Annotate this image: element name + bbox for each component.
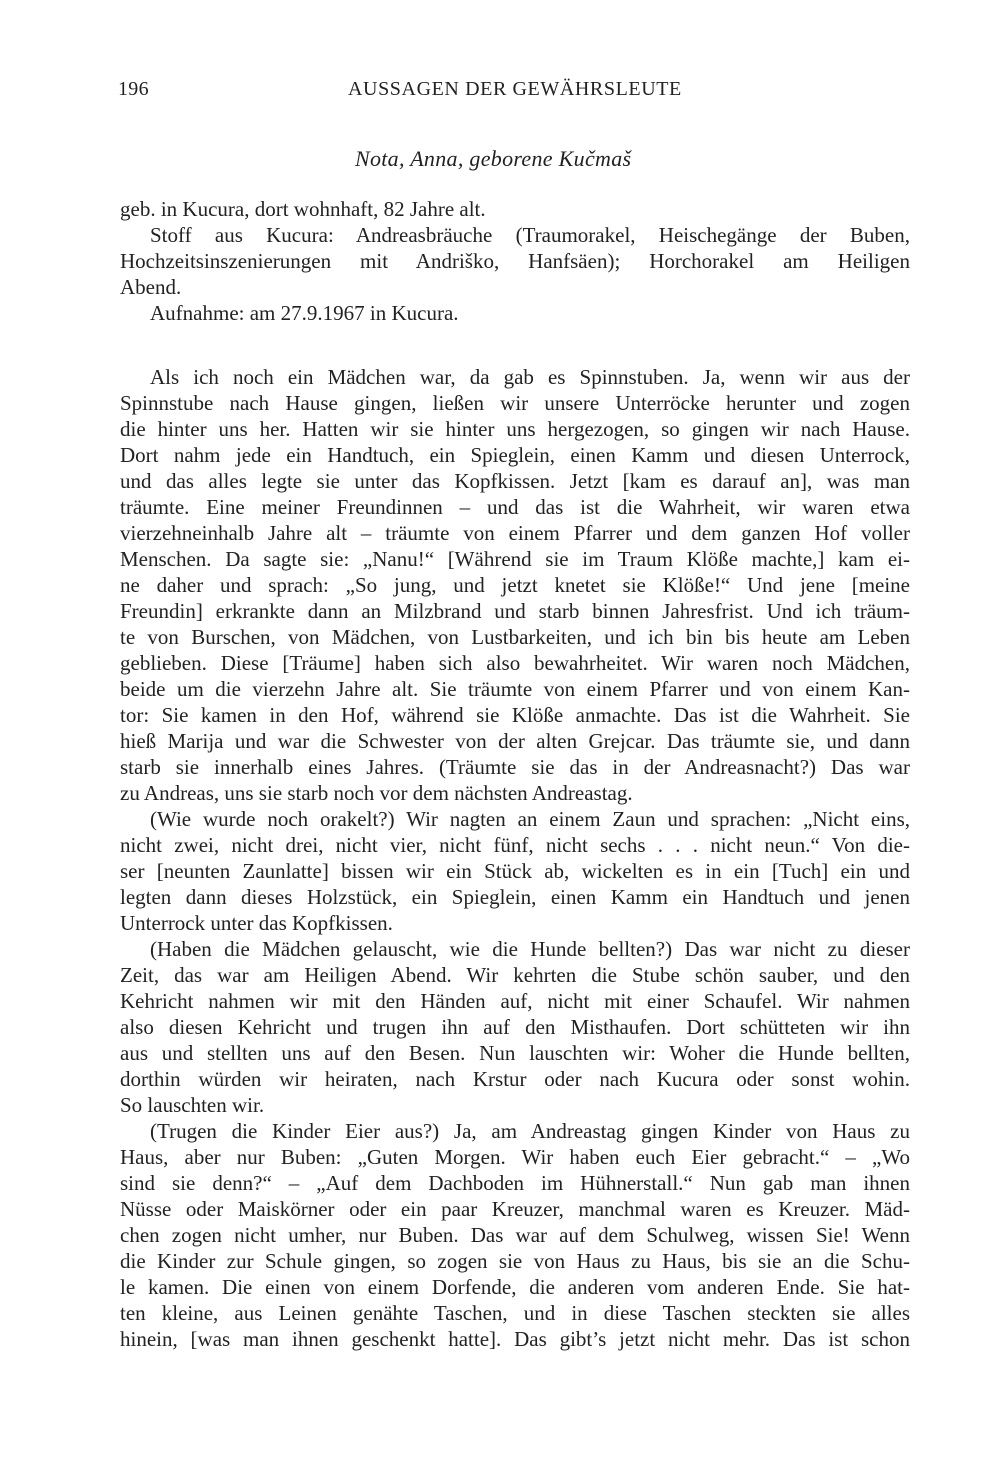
text-line: le kamen. Die einen von einem Dorfende, die anderen vom anderen Ende. Sie hat- (120, 1275, 910, 1299)
informant-title: Nota, Anna, geborene Kučmaš (355, 146, 632, 171)
text-line: träumte. Eine meiner Freundinnen – und das ist die Wahrheit, wir waren etwa (120, 495, 910, 519)
page-header (118, 78, 905, 108)
text-line: Dort nahm jede ein Handtuch, ein Spieglein, einen Kamm und diesen Unterrock, (120, 443, 910, 467)
text-line: chen zogen nicht umher, nur Buben. Das war auf dem Schulweg, wissen Sie! Wenn (120, 1223, 910, 1247)
running-head: AUSSAGEN DER GEWÄHRSLEUTE (348, 78, 682, 100)
text-line: aus und stellten uns auf den Besen. Nun lauschten wir: Woher die Hunde bellten, (120, 1041, 910, 1065)
text-line: Kehricht nahmen wir mit den Händen auf, nicht mit einer Schaufel. Wir nahmen (120, 989, 910, 1013)
text-line: und das alles legte sie unter das Kopfkissen. Jetzt [kam es darauf an], was man (120, 469, 910, 493)
text-line: die Kinder zur Schule gingen, so zogen sie von Haus zu Haus, bis sie an die Schu- (120, 1249, 910, 1273)
text-line: vierzehneinhalb Jahre alt – träumte von einem Pfarrer und dem ganzen Hof voller (120, 521, 910, 545)
text-line: ser [neunten Zaunlatte] bissen wir ein Stück ab, wickelten es in ein [Tuch] ein und (120, 859, 910, 883)
text-line: dorthin würden wir heiraten, nach Krstur oder nach Kucura oder sonst wohin. (120, 1067, 910, 1091)
page-number: 196 (118, 78, 149, 100)
text-line: sind sie denn?“ – „Auf dem Dachboden im Hühnerstall.“ Nun gab man ihnen (120, 1171, 910, 1195)
text-line: Menschen. Da sagte sie: „Nanu!“ [Während sie im Traum Klöße machte,] kam ei- (120, 547, 910, 571)
text-line: die hinter uns her. Hatten wir sie hinter uns hergezogen, so gingen wir nach Hause. (120, 417, 910, 441)
text-line: Als ich noch ein Mädchen war, da gab es Spinnstuben. Ja, wenn wir aus der (150, 365, 910, 389)
meta-line: Stoff aus Kucura: Andreasbräuche (Traumorakel, Heischegänge der Buben, (150, 223, 910, 247)
text-line: Haus, aber nur Buben: „Guten Morgen. Wir haben euch Eier gebracht.“ – „Wo (120, 1145, 910, 1169)
text-line: geblieben. Diese [Träume] haben sich also bewahrheitet. Wir waren noch Mädchen, (120, 651, 910, 675)
text-line: (Haben die Mädchen gelauscht, wie die Hunde bellten?) Das war nicht zu dieser (150, 937, 910, 961)
text-line: Zeit, das war am Heiligen Abend. Wir kehrten die Stube schön sauber, und den (120, 963, 910, 987)
text-line: Spinnstube nach Hause gingen, ließen wir unsere Unterröcke herunter und zogen (120, 391, 910, 415)
text-line: So lauschten wir. (120, 1093, 265, 1117)
meta-line: Aufnahme: am 27.9.1967 in Kucura. (150, 301, 459, 325)
text-line: legten dann dieses Holzstück, ein Spieglein, einen Kamm ein Handtuch und jenen (120, 885, 910, 909)
text-line: hieß Marija und war die Schwester von der alten Grejcar. Das träumte sie, und dann (120, 729, 910, 753)
meta-line: Hochzeitsinszenierungen mit Andriško, Hanfsäen); Horchorakel am Heiligen (120, 249, 910, 273)
text-line: nicht zwei, nicht drei, nicht vier, nicht fünf, nicht sechs . . . nicht neun.“ Von die- (120, 833, 910, 857)
text-line: starb sie innerhalb eines Jahres. (Träumte sie das in der Andreasnacht?) Das war (120, 755, 910, 779)
text-line: (Wie wurde noch orakelt?) Wir nagten an einem Zaun und sprachen: „Nicht eins, (150, 807, 910, 831)
text-line: te von Burschen, von Mädchen, von Lustbarkeiten, und ich bin bis heute am Leben (120, 625, 910, 649)
informant-metadata (120, 196, 910, 326)
meta-line: geb. in Kucura, dort wohnhaft, 82 Jahre alt. (120, 197, 486, 221)
text-line: Nüsse oder Maiskörner oder ein paar Kreuzer, manchmal waren es Kreuzer. Mäd- (120, 1197, 910, 1221)
text-line: ten kleine, aus Leinen genähte Taschen, und in diese Taschen steckten sie alles (120, 1301, 910, 1325)
text-line: tor: Sie kamen in den Hof, während sie Klöße anmachte. Das ist die Wahrheit. Sie (120, 703, 910, 727)
text-line: ne daher und sprach: „So jung, und jetzt knetet sie Klöße!“ Und jene [meine (120, 573, 910, 597)
text-line: zu Andreas, uns sie starb noch vor dem nächsten Andreastag. (120, 781, 633, 805)
text-line: beide um die vierzehn Jahre alt. Sie träumte von einem Pfarrer und von einem Kan- (120, 677, 910, 701)
narrative-text (120, 364, 910, 1352)
text-line: also diesen Kehricht und trugen ihn auf den Misthaufen. Dort schütteten wir ihn (120, 1015, 910, 1039)
text-line: hinein, [was man ihnen geschenkt hatte]. Das gibt’s jetzt nicht mehr. Das ist schon (120, 1327, 910, 1351)
text-line: (Trugen die Kinder Eier aus?) Ja, am Andreastag gingen Kinder von Haus zu (150, 1119, 910, 1143)
text-line: Unterrock unter das Kopfkissen. (120, 911, 393, 935)
meta-line: Abend. (120, 275, 182, 299)
text-line: Freundin] erkrankte dann an Milzbrand und starb binnen Jahresfrist. Und ich träum- (120, 599, 910, 623)
